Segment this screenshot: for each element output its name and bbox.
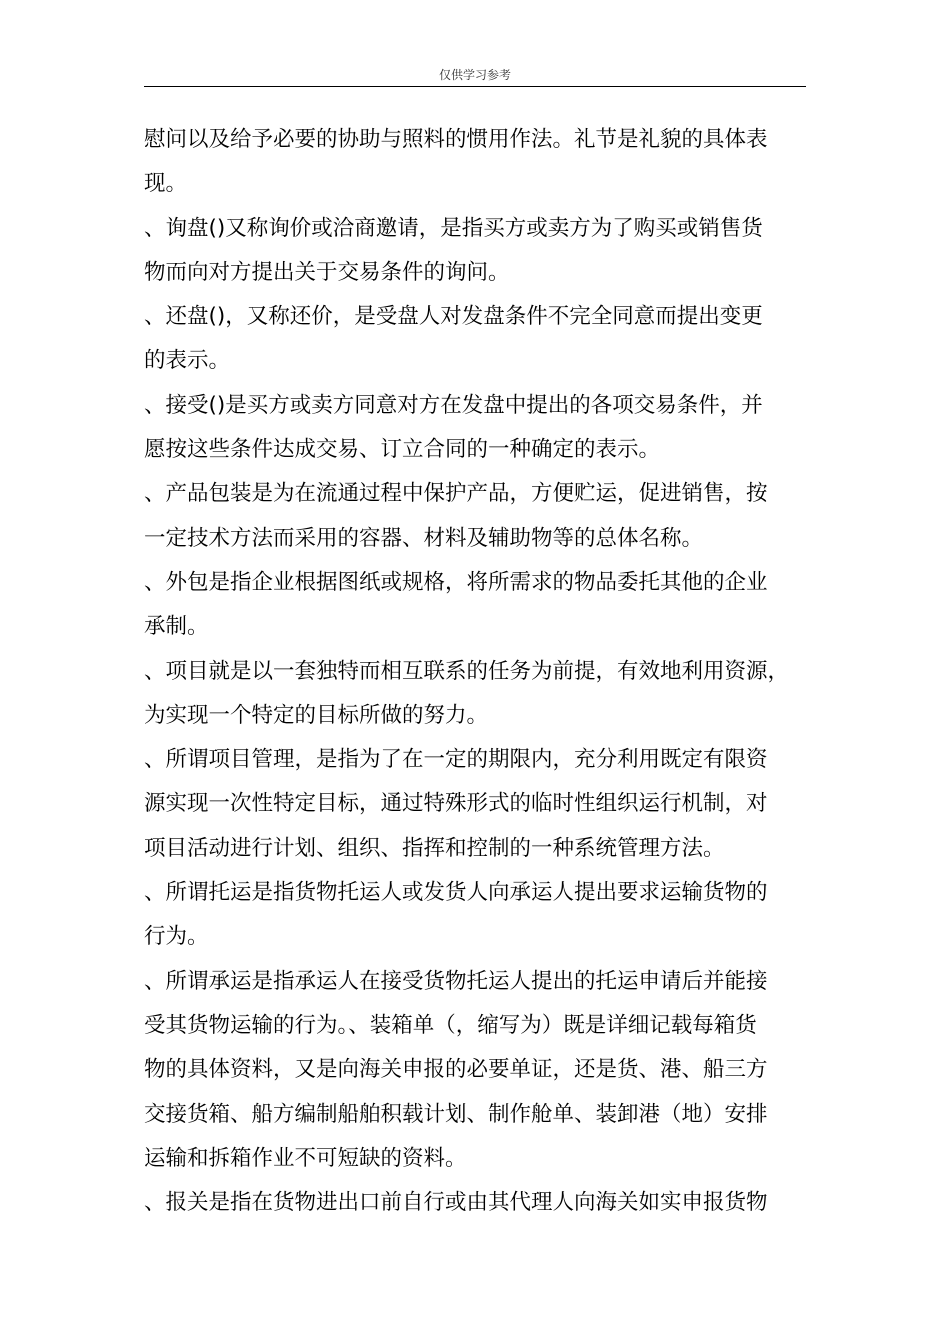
body-line: 慰问以及给予必要的协助与照料的惯用作法。礼节是礼貌的具体表 bbox=[144, 127, 768, 152]
body-line: 物的具体资料，又是向海关申报的必要单证，还是货、港、船三方 bbox=[144, 1057, 768, 1083]
body-line: 、还盘()，又称还价，是受盘人对发盘条件不完全同意而提出变更 bbox=[144, 304, 763, 330]
body-line: 受其货物运输的行为。、装箱单（，缩写为）既是详细记载每箱货 bbox=[144, 1012, 757, 1038]
body-line: 愿按这些条件达成交易、订立合同的一种确定的表示。 bbox=[144, 437, 661, 463]
body-line: 、报关是指在货物进出口前自行或由其代理人向海关如实申报货物 bbox=[144, 1190, 768, 1216]
body-line: 、项目就是以一套独特而相互联系的任务为前提，有效地利用资源， bbox=[144, 658, 790, 684]
body-line: 行为。 bbox=[144, 924, 209, 950]
body-line: 、所谓托运是指货物托运人或发货人向承运人提出要求运输货物的 bbox=[144, 880, 768, 906]
body-line: 物而向对方提出关于交易条件的询问。 bbox=[144, 259, 510, 285]
body-line: 现。 bbox=[144, 171, 188, 197]
body-line: 、外包是指企业根据图纸或规格，将所需求的物品委托其他的企业 bbox=[144, 569, 768, 595]
body-line: 、接受()是买方或卖方同意对方在发盘中提出的各项交易条件，并 bbox=[144, 392, 763, 418]
page-header bbox=[144, 64, 806, 87]
body-line: 、所谓承运是指承运人在接受货物托运人提出的托运申请后并能接 bbox=[144, 968, 768, 994]
body-line: 项目活动进行计划、组织、指挥和控制的一种系统管理方法。 bbox=[144, 835, 725, 861]
body-line: 、所谓项目管理，是指为了在一定的期限内，充分利用既定有限资 bbox=[144, 747, 768, 773]
header-text: 仅供学习参考 bbox=[438, 68, 511, 82]
body-line: 的表示。 bbox=[144, 348, 231, 374]
document-body bbox=[144, 118, 812, 1225]
body-line: 一定技术方法而采用的容器、材料及辅助物等的总体名称。 bbox=[144, 525, 704, 551]
body-line: 源实现一次性特定目标，通过特殊形式的临时性组织运行机制，对 bbox=[144, 791, 768, 817]
body-line: 为实现一个特定的目标所做的努力。 bbox=[144, 702, 489, 728]
body-line: 运输和拆箱作业不可短缺的资料。 bbox=[144, 1145, 467, 1171]
body-line: 、产品包装是为在流通过程中保护产品，方便贮运，促进销售，按 bbox=[144, 481, 768, 507]
body-line: 承制。 bbox=[144, 614, 209, 640]
body-line: 交接货箱、船方编制船舶积载计划、制作舱单、装卸港（地）安排 bbox=[144, 1101, 768, 1127]
body-line: 、询盘()又称询价或洽商邀请，是指买方或卖方为了购买或销售货 bbox=[144, 215, 763, 241]
